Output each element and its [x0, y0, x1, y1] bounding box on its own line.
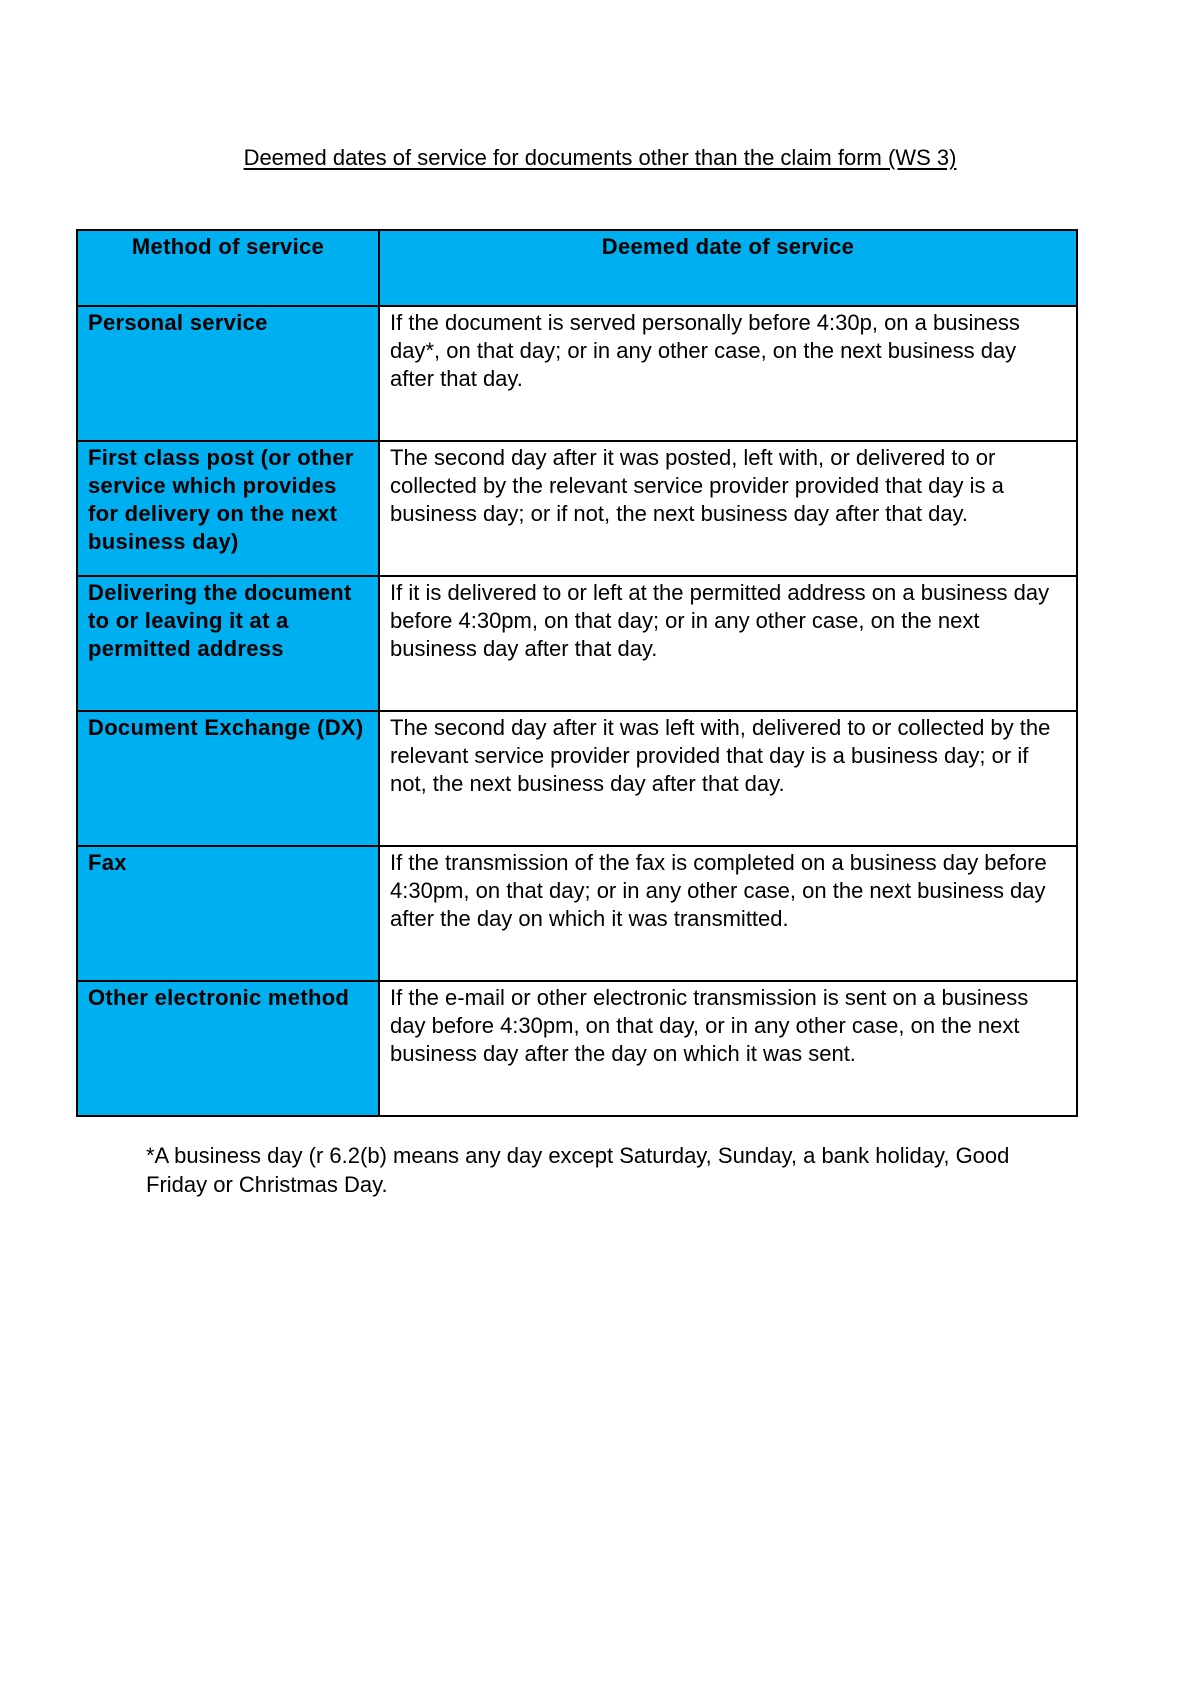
table-header-row: [77, 230, 1077, 306]
header-method-of-service: Method of service: [77, 230, 379, 306]
table-row: [77, 576, 1077, 711]
deemed-date-cell: If the transmission of the fax is completed on a business day before 4:30pm, on that day; or in any other case, on the next business day after the day on which it was transmitted.: [379, 846, 1077, 981]
deemed-date-cell: The second day after it was posted, left with, or delivered to or collected by the relevant service provider provided that day is a business day; or if not, the next business day after that day.: [379, 441, 1077, 576]
table-row: [77, 441, 1077, 576]
service-table: [76, 229, 1078, 1117]
table-row: [77, 846, 1077, 981]
header-deemed-date-of-service: Deemed date of service: [379, 230, 1077, 306]
table-row: [77, 981, 1077, 1116]
method-cell: First class post (or other service which provides for delivery on the next business day): [77, 441, 379, 576]
deemed-date-cell: If the document is served personally before 4:30p, on a business day*, on that day; or in any other case, on the next business day after that day.: [379, 306, 1077, 441]
page-title: Deemed dates of service for documents other than the claim form (WS 3): [243, 145, 957, 170]
deemed-date-cell: If it is delivered to or left at the permitted address on a business day before 4:30pm, on that day; or in any other case, on the next business day after that day.: [379, 576, 1077, 711]
method-cell: Document Exchange (DX): [77, 711, 379, 846]
method-cell: Delivering the document to or leaving it at a permitted address: [77, 576, 379, 711]
method-cell: Personal service: [77, 306, 379, 441]
method-cell: Fax: [77, 846, 379, 981]
deemed-date-cell: If the e-mail or other electronic transmission is sent on a business day before 4:30pm, on that day, or in any other case, on the next business day after the day on which it was sent.: [379, 981, 1077, 1116]
business-day-footnote: *A business day (r 6.2(b) means any day except Saturday, Sunday, a bank holiday, Good Friday or Christmas Day.: [146, 1143, 1010, 1197]
table-row: [77, 306, 1077, 441]
method-cell: Other electronic method: [77, 981, 379, 1116]
deemed-date-cell: The second day after it was left with, delivered to or collected by the relevant service provider provided that day is a business day; or if not, the next business day after that day.: [379, 711, 1077, 846]
table-row: [77, 711, 1077, 846]
